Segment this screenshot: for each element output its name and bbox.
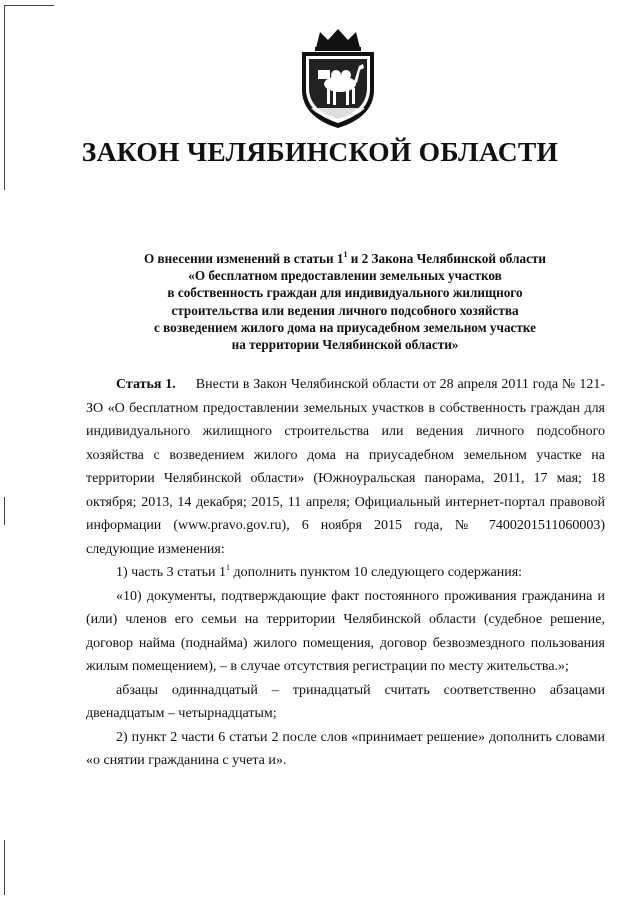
subtitle-superscript: 1 xyxy=(343,250,348,259)
coat-of-arms-emblem xyxy=(296,28,380,130)
item-1-superscript: 1 xyxy=(225,563,230,572)
article-1-paragraph xyxy=(86,373,605,561)
subtitle-line-5: с возведением жилого дома на приусадебном земельном участке xyxy=(153,319,537,335)
scan-border-top xyxy=(4,5,54,6)
subtitle-line-1-end: и 2 Закона Челябинской области xyxy=(347,251,546,266)
scan-mark-left xyxy=(4,497,5,525)
subtitle-line-1 xyxy=(110,250,580,267)
item-2: 2) пункт 2 части 6 статьи 2 после слов «принимает решение» дополнить словами «о снятии гражданина с учета и». xyxy=(86,729,605,768)
law-body xyxy=(86,373,605,773)
item-1-renumber: абзацы одиннадцатый – тринадцатый считать соответственно абзацами двенадцатым – четырнадцатым; xyxy=(86,682,605,721)
coat-of-arms-icon xyxy=(296,28,380,130)
item-1-end: дополнить пунктом 10 следующего содержания: xyxy=(229,565,523,580)
subtitle-line-6: на территории Челябинской области» xyxy=(231,337,459,353)
item-1-quote: «10) документы, подтверждающие факт постоянного проживания гражданина и (или) членов его семьи на территории Челябинской области (судебное решение, договор найма (поднайма) жилого помещения, договор безвозмездного пользования жилым помещением), – в случае отсутствия регистрации по месту жительства.»; xyxy=(86,588,605,674)
law-subtitle xyxy=(110,250,580,353)
item-1 xyxy=(86,561,605,585)
item-1-start: 1) часть 3 статьи 1 xyxy=(116,565,226,580)
subtitle-line-3: в собственность граждан для индивидуального жилищного xyxy=(167,285,523,301)
subtitle-line-2: «О бесплатном предоставлении земельных участков xyxy=(188,268,502,284)
article-1-label: Статья 1. xyxy=(116,377,176,392)
scan-mark-left-bottom xyxy=(4,840,5,895)
article-1-text: Внести в Закон Челябинской области от 28 апреля 2011 года № 121-ЗО «О бесплатном предоставлении земельных участков в собственность граждан для индивидуального жилищного строительства или ведения личного подсобного хозяйства с возведением жилого дома на приусадебном земельном участке на территории Челябинской области» (Южноуральская панорама, 2011, 17 мая; 18 октября; 2013, 14 декабря; 2015, 11 апреля; Официальный интернет-портал правовой информации (www.pravo.gov.ru), 6 ноября 2015 года, № 7400201511060003) следующие изменения: xyxy=(86,377,605,557)
law-title: ЗАКОН ЧЕЛЯБИНСКОЙ ОБЛАСТИ xyxy=(81,136,559,167)
subtitle-line-1-start: О внесении изменений в статьи 1 xyxy=(144,251,344,266)
subtitle-line-4: строительства или ведения личного подсобного хозяйства xyxy=(171,302,519,318)
